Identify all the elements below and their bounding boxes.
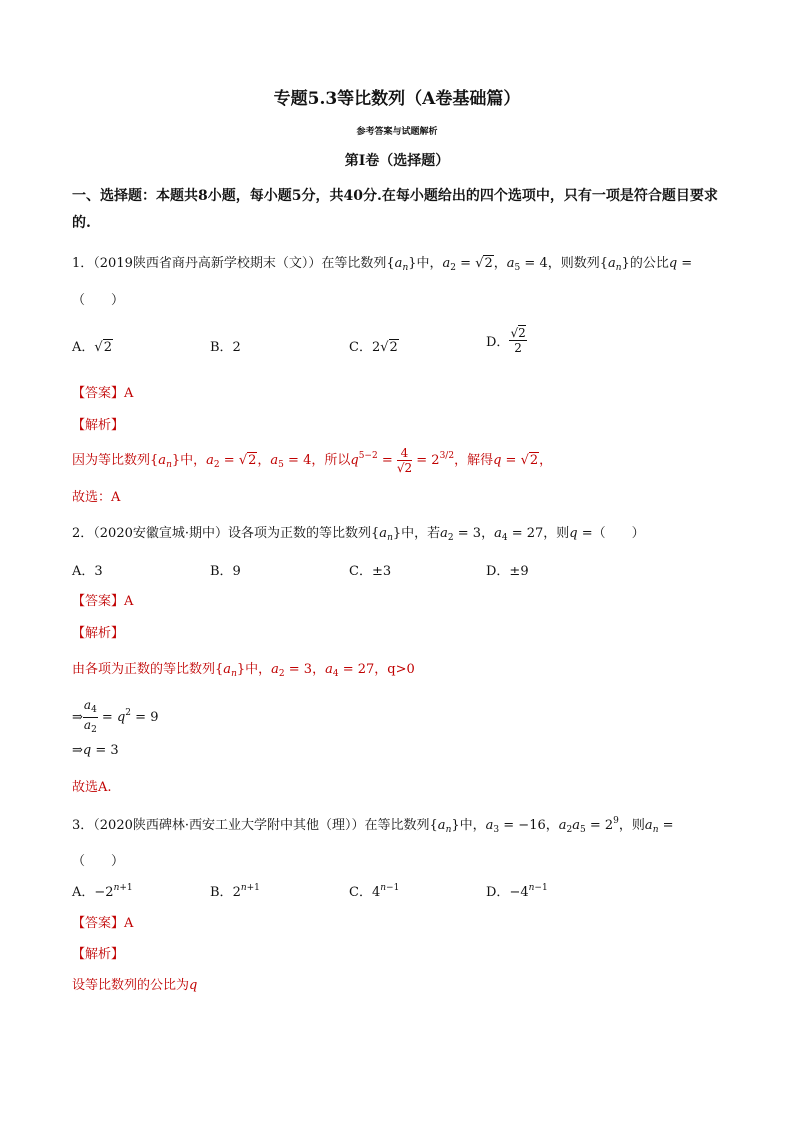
question-1-option-c: C．2√2: [349, 340, 398, 355]
question-source: （2019陕西省商丹高新学校期末（文））: [93, 256, 322, 271]
question-1-conclusion: 故选：A: [72, 490, 121, 505]
question-3-stem: 3．（2020陕西碑林·西安工业大学附中其他（理））在等比数列$\{a_n\}$中，$a_3 = -16$，$a_2a_5 = 2^9$，则$a_n$ =: [72, 816, 674, 835]
question-2-option-a: A．3: [72, 564, 103, 579]
question-2-answer: 【答案】A: [72, 594, 134, 609]
stem-text: 在等比数列: [321, 256, 387, 271]
stem-text: 在等比数列: [364, 818, 430, 833]
question-2-conclusion: 故选A.: [72, 780, 112, 795]
stem-text: 设各项为正数的等比数列: [228, 526, 372, 541]
question-number: 2．: [72, 526, 94, 541]
question-2-analysis: 由各项为正数的等比数列$\{a_n\}$中，$a_2 = 3$，$a_4 = 27$，q>0: [72, 662, 415, 679]
question-3-option-d: D．$-4^{n-1}$: [486, 883, 548, 900]
question-1-option-a: A．√2: [72, 340, 112, 355]
page-title: 专题5.3等比数列（A卷基础篇）: [273, 89, 521, 109]
question-2-option-d: D．±9: [486, 564, 529, 579]
question-source: （2020陕西碑林·西安工业大学附中其他（理））: [93, 818, 365, 833]
question-3-option-b: B．$2^{n+1}$: [210, 883, 260, 900]
question-3-analysis-label: 【解析】: [72, 947, 125, 962]
instructions: 一、选择题：本题共8小题，每小题5分，共40分.在每小题给出的四个选项中，只有一项是符合题目要求的.: [72, 188, 718, 231]
question-2-stem: 2．（2020安徽宣城·期中）设各项为正数的等比数列$\{a_n\}$中，若$a_2 = 3$，$a_4 = 27$，则q =（ ）: [72, 526, 645, 543]
question-2-option-b: B．9: [210, 564, 241, 579]
question-1-stem: 1．（2019陕西省商丹高新学校期末（文））在等比数列$\{a_n\}$中，$a_2 = √2$，$a_5 = 4$，则数列$\{a_n\}$的公比q =: [72, 256, 693, 273]
page-subtitle: 参考答案与试题解析: [356, 127, 438, 137]
question-1-option-d: D． $\frac{√2}{2}$: [486, 326, 526, 355]
question-2-step-1: ⇒ $\frac{a_4}{a_2}$ = $q^2 = 9$: [72, 698, 159, 735]
question-source: （2020安徽宣城·期中）: [93, 526, 228, 541]
question-3-blank: （ ）: [72, 854, 125, 869]
question-3-option-c: C．$4^{n-1}$: [349, 883, 400, 900]
question-3-analysis: 设等比数列的公比为q: [72, 978, 198, 993]
question-number: 3．: [72, 818, 94, 833]
question-1-answer: 【答案】A: [72, 386, 134, 401]
section-heading: 第Ⅰ卷（选择题）: [344, 153, 450, 169]
question-1-analysis-label: 【解析】: [72, 418, 125, 433]
question-3-answer: 【答案】A: [72, 916, 134, 931]
question-1-analysis: 因为等比数列$\{a_n\}$中，$a_2 = √2$，$a_5 = 4$，所以$q^{5-2}$ = $\frac{4}{√2}$ = $2^{3/2}$，解得q = √2，: [72, 446, 553, 475]
question-1-option-b: B．2: [210, 340, 241, 355]
question-2-option-c: C．±3: [349, 564, 392, 579]
question-number: 1．: [72, 256, 94, 271]
question-2-step-2: ⇒q = 3: [72, 743, 119, 758]
question-2-analysis-label: 【解析】: [72, 626, 125, 641]
question-3-option-a: A．$-2^{n+1}$: [72, 883, 133, 900]
question-1-blank: （ ）: [72, 293, 125, 308]
